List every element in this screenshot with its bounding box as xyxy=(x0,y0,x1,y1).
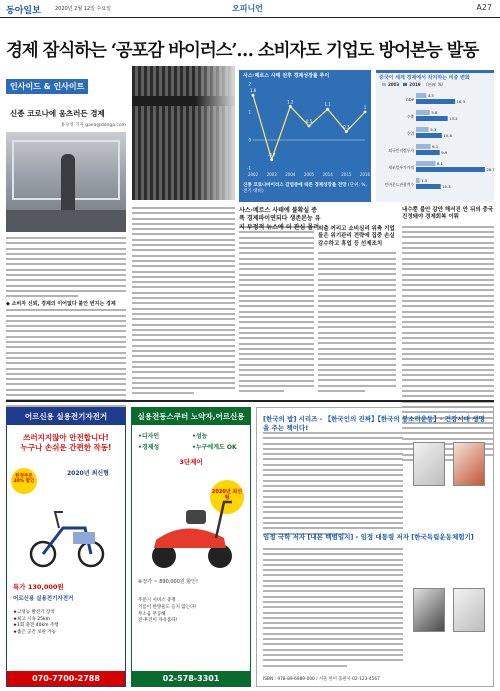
ad-books[interactable] xyxy=(256,407,494,687)
article-byline: 홍수영 기자 gaea@donga.com xyxy=(60,123,126,128)
category-label: 제조업부가가치 xyxy=(388,165,414,170)
shutter-photo xyxy=(132,66,235,200)
data-label: -0.7 xyxy=(267,152,276,158)
bar-value-label: 13.2 xyxy=(449,116,458,122)
article-subhead: ◆ 소비자 신뢰, 경제의 이어없다 불안 번지는 경제 xyxy=(6,301,116,308)
bar-value-label: 6.1 xyxy=(432,144,439,150)
data-label: 1.1 xyxy=(324,102,331,108)
ad2-feature: •경제성 xyxy=(138,444,160,451)
bar xyxy=(416,93,426,98)
data-label: 0.3 xyxy=(343,124,350,130)
ad1-subtitle: 어르신용 실용전기자전거 xyxy=(13,596,74,602)
data-label: 0.5 xyxy=(305,119,313,124)
bar-value-label: 8.1 xyxy=(436,161,443,167)
chart2-unit: (단위: %) xyxy=(425,82,444,87)
book-cover xyxy=(453,442,485,486)
left-article xyxy=(6,74,126,412)
category-label: 수입 xyxy=(406,131,414,136)
bar xyxy=(416,150,440,155)
ad1-discount-badge: 한정주문 30% 할인 xyxy=(11,468,37,494)
mid-column-1 xyxy=(132,207,235,394)
mid-column-3 xyxy=(318,226,396,392)
ad2-feature: •성능 xyxy=(192,433,208,440)
book-cover xyxy=(413,588,445,632)
x-tick-label: 2004 xyxy=(285,172,296,177)
growth-rate-chart xyxy=(239,70,371,202)
article-body xyxy=(6,237,126,297)
ad2-phone[interactable]: 02-578-3301 xyxy=(132,671,250,686)
bar-value-label: 4.3 xyxy=(427,93,434,99)
category-label: GDP xyxy=(405,97,414,102)
callout-2: 외출 꺼리고 소비심리 위축 기업들은 위기관리 전략에 집중 손실 감수하고 휴업 등 선제조치 xyxy=(318,226,395,247)
ad1-year: 2020년 최신형 xyxy=(67,470,109,477)
ad-electric-scooter[interactable] xyxy=(131,407,251,687)
x-tick-label: 2003 xyxy=(266,172,277,177)
article-photo xyxy=(6,132,126,232)
data-point xyxy=(252,94,255,97)
ad2-features: 주문시 서비스 증정 기름이 한방울도 들지 않는다! 무소음 무공해 전·후진이 자유롭다! xyxy=(138,598,197,624)
bar xyxy=(416,184,441,189)
ad2-slogan: 3단제어 xyxy=(179,458,203,466)
bar xyxy=(416,127,429,132)
ad1-price: 특가 130,000원 xyxy=(13,583,64,591)
chart2-title: 중국이 세계 경제에서 차지하는 비중 변화 xyxy=(379,75,470,81)
ad2-features-grid xyxy=(138,431,244,451)
bar xyxy=(416,178,420,183)
bar-value-label: 28.7 xyxy=(486,167,495,173)
tricycle-image xyxy=(29,498,105,570)
bar xyxy=(416,110,430,115)
ad1-slogan: 쓰러지지않아 안전합니다! 누구나 손쉬운 간편한 작동! xyxy=(20,433,112,453)
chart1-caption xyxy=(243,183,367,195)
x-tick-label: 2005 xyxy=(303,172,315,177)
data-point xyxy=(364,111,367,114)
chart1-caption-unit: (단위: %, 전기 대비) xyxy=(243,183,368,195)
data-label: 1.2 xyxy=(287,99,294,105)
ad2-title: 실용전동스쿠터 노약자,어르신용 xyxy=(132,408,250,425)
y-tick-label: -1 xyxy=(247,165,251,171)
ad-separator xyxy=(6,400,494,402)
ad3-footer: ISBN : 978-89-6989-000 / 서울 한미 출판사 02-123-4567 xyxy=(263,677,380,682)
series-tag: 인사이드 & 인사이트 xyxy=(6,79,88,94)
ad-electric-tricycle[interactable] xyxy=(6,407,126,687)
ad2-price: ※정가 ~ 890,000원 할인! xyxy=(138,579,198,585)
chart1-title: 사스·메르스 사태 전후 경제성장률 추이 xyxy=(243,73,330,79)
section-label: 오피니언 xyxy=(232,4,263,13)
article-title: 신종 코로나에 움츠러든 경제 xyxy=(10,109,105,118)
bar-value-label: 5.3 xyxy=(430,127,437,133)
y-tick-label: 1 xyxy=(248,109,251,115)
category-label: 외국인직접투자 xyxy=(388,148,414,153)
legend-2003: 2003 xyxy=(388,82,400,87)
x-tick-label: 2016 xyxy=(359,172,371,177)
chart1-caption-bold: 신종 코로나바이러스 감염증에 따른 경제성장률 전망 xyxy=(243,183,347,188)
bar-value-label: 10.3 xyxy=(442,184,451,190)
pullquote xyxy=(239,207,321,232)
mid-column-2 xyxy=(239,226,314,392)
chart2-plot xyxy=(376,87,494,205)
ad1-phone[interactable]: 070-7700-2788 xyxy=(7,671,125,686)
issue-date: 2020년 2월 12일 수요일 xyxy=(55,6,112,12)
callout-3: 내수뿐 불안 감안 해서진 안 뒤의 중국 진정돼야 경제회복 이뤄 xyxy=(402,207,494,221)
data-point xyxy=(345,130,348,133)
legend-2019: 2019 xyxy=(409,82,421,87)
bar xyxy=(416,133,442,138)
y-tick-label: 2 xyxy=(248,81,251,87)
x-tick-label: 2014 xyxy=(322,172,333,177)
scooter-image xyxy=(146,488,238,572)
ad2-feature: •누구에게도 OK xyxy=(192,444,237,451)
article-body-2 xyxy=(6,309,126,412)
bar xyxy=(416,161,435,166)
data-point xyxy=(308,125,311,128)
data-label: 1.6 xyxy=(249,88,257,94)
ad1-title: 어르신용 실용전기자전거 xyxy=(7,408,125,425)
ad2-badge: 2020년 최신형 xyxy=(210,480,244,514)
bar xyxy=(416,116,448,121)
category-label: 인바운드관광객수 xyxy=(384,182,414,187)
book-cover xyxy=(453,588,485,632)
book-cover xyxy=(413,442,445,486)
data-point xyxy=(270,158,273,161)
bar-value-label: 10.8 xyxy=(443,133,452,139)
chart1-plot xyxy=(239,70,371,182)
y-tick-label: 0 xyxy=(248,137,251,143)
ad3-body-1 xyxy=(263,432,403,535)
bar xyxy=(416,144,431,149)
category-label: 수출 xyxy=(406,114,414,119)
bar-value-label: 5.8 xyxy=(431,110,438,116)
ad1-features: ★고성능 발전기 장착 ★최고 시속 25km ★1회 충전 40km 주행 ★좁은 공간 보관 가능 xyxy=(13,610,59,635)
newspaper-brand: 동아일보 xyxy=(6,6,41,16)
bar-value-label: 16.3 xyxy=(456,99,466,105)
bar xyxy=(416,167,485,172)
page-headline: 경제 잠식하는 ‘공포감 바이러스’… 소비자도 기업도 방어본능 발동 xyxy=(6,41,479,61)
masthead xyxy=(0,0,500,18)
bar-value-label: 9.9 xyxy=(441,150,448,156)
data-point xyxy=(326,108,329,111)
data-label: 1 xyxy=(363,105,367,110)
page-number: A27 xyxy=(476,3,492,12)
x-tick-label: 2015 xyxy=(341,172,352,177)
data-point xyxy=(289,105,292,108)
x-tick-label: 2002 xyxy=(247,172,259,177)
ad3-headline-2: 임정 국학 저자 [내본 백범일지] - 임정 대통령 저자 [한국독립운동체험기] xyxy=(263,533,474,541)
ad2-feature: •디자인 xyxy=(138,433,160,440)
ad3-headline-1: [한국의 밥] 시리즈 - 【한국인의 진짜】【한국의 봉소리운동】- 건강시대 생명을 주는 책이다! xyxy=(263,415,485,432)
china-share-chart xyxy=(376,70,494,202)
bar-value-label: 1.5 xyxy=(421,178,428,184)
pullquote-text: 사스·메르스 사태에 불확실 증폭 경제파이연되다 생존본능 유지 부정적 뉴스에 더 관심 몰려 xyxy=(239,207,321,231)
bar xyxy=(416,99,455,104)
ad3-body-2 xyxy=(263,548,403,667)
